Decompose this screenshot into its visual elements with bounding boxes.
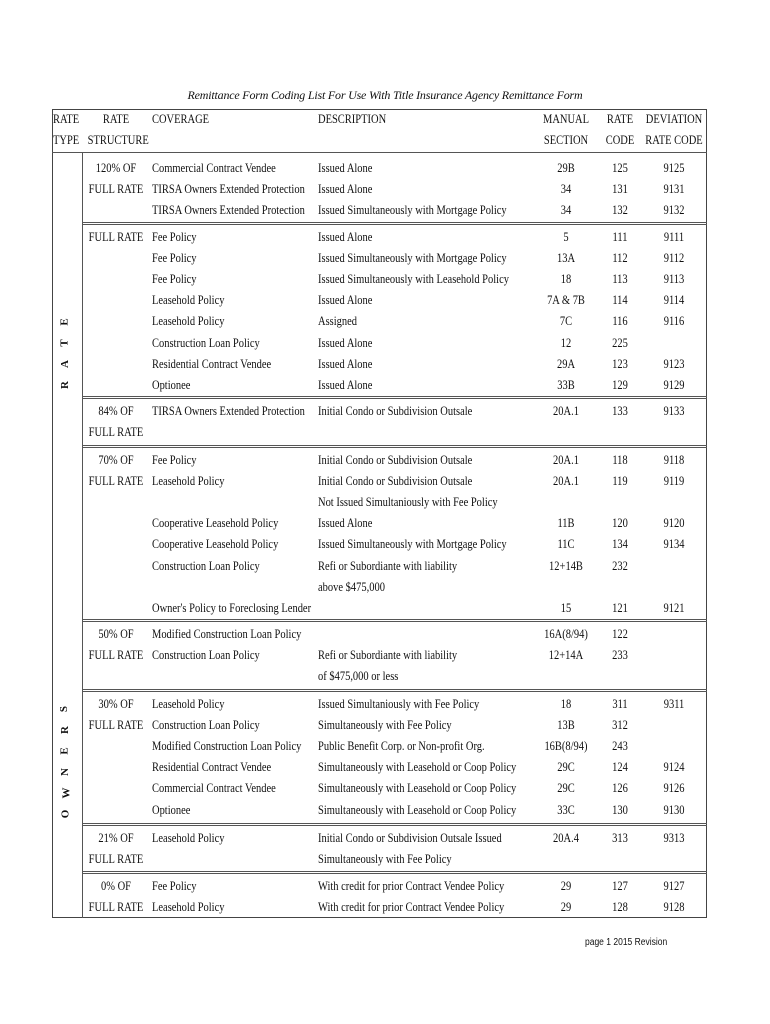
manual-section-cell: 12+14A xyxy=(548,648,584,663)
rate-code-cell: 112 xyxy=(612,251,628,266)
coverage-cell: Commercial Contract Vendee xyxy=(152,781,276,796)
coverage-cell: Optionee xyxy=(152,802,191,817)
table-row xyxy=(150,453,707,467)
side-letter: A xyxy=(58,360,71,368)
header-description: DESCRIPTION xyxy=(318,112,387,126)
description-cell: Issued Alone xyxy=(318,356,373,371)
rate-code-cell: 132 xyxy=(612,203,628,218)
coverage-cell: Optionee xyxy=(152,377,191,392)
coverage-cell: Construction Loan Policy xyxy=(152,335,260,350)
group-divider xyxy=(82,619,707,620)
description-cell: Simultaneously with Leasehold or Coop Policy xyxy=(318,760,517,775)
table-row xyxy=(150,203,707,217)
deviation-code-cell: 9311 xyxy=(663,697,685,711)
description-cell: Issued Alone xyxy=(318,230,373,244)
manual-section-cell: 20A.1 xyxy=(553,474,579,489)
coverage-cell: Leasehold Policy xyxy=(152,474,225,489)
deviation-code-cell: 9114 xyxy=(663,293,685,308)
rate-code-cell: 123 xyxy=(612,356,628,371)
table-row xyxy=(150,627,707,641)
deviation-code-cell: 9127 xyxy=(663,879,685,893)
rate-code-cell: 125 xyxy=(612,161,628,175)
table-row xyxy=(150,230,707,244)
deviation-code-cell: 9111 xyxy=(663,230,685,244)
group-divider xyxy=(82,825,707,826)
page-footer: page 1 2015 Revision xyxy=(585,937,668,948)
deviation-code-cell: 9124 xyxy=(663,760,685,775)
table-row xyxy=(150,357,707,371)
side-letter: W xyxy=(60,787,73,799)
table-row xyxy=(150,781,707,795)
table-row xyxy=(150,314,707,328)
rate-code-cell: 124 xyxy=(612,760,628,775)
coverage-cell: Modified Construction Loan Policy xyxy=(152,627,302,641)
table-row xyxy=(150,852,707,866)
rate-code-cell: 121 xyxy=(612,600,628,615)
manual-section-cell: 12+14B xyxy=(549,558,583,573)
manual-section-cell: 29 xyxy=(560,879,572,893)
manual-section-cell: 18 xyxy=(560,697,572,711)
table-row xyxy=(150,404,707,418)
coverage-cell: Residential Contract Vendee xyxy=(152,760,272,775)
rate-code-cell: 111 xyxy=(612,230,628,244)
rate-structure-label: 21% OF xyxy=(98,831,134,845)
table-row xyxy=(150,580,707,594)
coverage-cell: Fee Policy xyxy=(152,230,197,244)
description-cell: Simultaneously with Fee Policy xyxy=(318,718,452,733)
rate-code-cell: 233 xyxy=(612,648,628,663)
deviation-code-cell: 9134 xyxy=(663,537,685,552)
deviation-code-cell: 9126 xyxy=(663,781,685,796)
rate-structure-label: FULL RATE xyxy=(88,425,144,440)
group-divider xyxy=(82,873,707,874)
side-letter: T xyxy=(58,339,71,347)
description-cell: above $475,000 xyxy=(318,579,385,594)
deviation-code-cell: 9130 xyxy=(663,802,685,817)
table-row xyxy=(150,516,707,530)
rate-structure-label: FULL RATE xyxy=(88,182,144,197)
table-row xyxy=(150,760,707,774)
coverage-cell: Construction Loan Policy xyxy=(152,558,260,573)
coverage-cell: Residential Contract Vendee xyxy=(152,356,272,371)
rate-structure-label: 30% OF xyxy=(98,697,134,711)
rate-structure-label: 50% OF xyxy=(98,627,134,641)
group-divider xyxy=(82,222,707,223)
rate-code-cell: 130 xyxy=(612,802,628,817)
description-cell: Issued Alone xyxy=(318,335,373,350)
header-rate-structure-1: RATE xyxy=(102,112,130,126)
description-cell: Issued Simultaneously with Mortgage Policy xyxy=(318,251,507,266)
side-letter: R xyxy=(58,726,71,734)
rate-code-cell: 232 xyxy=(612,558,628,573)
table-row xyxy=(150,474,707,488)
table-row xyxy=(150,537,707,551)
group-divider xyxy=(82,823,707,824)
manual-section-cell: 13B xyxy=(557,718,575,733)
coverage-cell: Leasehold Policy xyxy=(152,697,225,711)
rate-structure-label: FULL RATE xyxy=(88,230,144,244)
coverage-cell: Commercial Contract Vendee xyxy=(152,161,276,175)
rate-structure-label: 0% OF xyxy=(101,879,131,893)
description-cell: Issued Alone xyxy=(318,182,373,197)
description-cell: Simultaneously with Fee Policy xyxy=(318,852,452,867)
description-cell: Issued Simultaneously with Mortgage Policy xyxy=(318,203,507,218)
coverage-cell: Leasehold Policy xyxy=(152,293,225,308)
table-row xyxy=(150,900,707,914)
description-cell: Simultaneously with Leasehold or Coop Policy xyxy=(318,781,517,796)
coverage-cell: TIRSA Owners Extended Protection xyxy=(152,203,305,218)
coverage-cell: Leasehold Policy xyxy=(152,314,225,329)
coverage-cell: Modified Construction Loan Policy xyxy=(152,739,302,754)
table-row xyxy=(150,293,707,307)
table-row xyxy=(150,495,707,509)
manual-section-cell: 20A.1 xyxy=(553,404,579,418)
coverage-cell: Leasehold Policy xyxy=(152,900,225,915)
group-divider xyxy=(82,691,707,692)
deviation-code-cell: 9123 xyxy=(663,356,685,371)
header-rate-type-2: TYPE xyxy=(53,133,80,147)
group-divider xyxy=(82,445,707,446)
description-cell: Initial Condo or Subdivision Outsale xyxy=(318,404,473,418)
side-letter: S xyxy=(58,705,71,713)
deviation-code-cell: 9129 xyxy=(663,377,685,392)
side-letter: N xyxy=(58,768,71,776)
header-coverage: COVERAGE xyxy=(152,112,210,126)
table-row xyxy=(150,272,707,286)
manual-section-cell: 33C xyxy=(557,802,575,817)
manual-section-cell: 5 xyxy=(563,230,569,244)
group-divider xyxy=(82,447,707,448)
table-row xyxy=(150,831,707,845)
description-cell: Issued Simultaniously with Fee Policy xyxy=(318,697,480,711)
group-divider xyxy=(82,398,707,399)
manual-section-cell: 34 xyxy=(560,182,572,197)
deviation-code-cell: 9313 xyxy=(663,831,685,845)
rate-code-cell: 134 xyxy=(612,537,628,552)
rate-code-cell: 119 xyxy=(612,474,628,489)
header-manual-2: SECTION xyxy=(543,133,589,147)
rate-code-cell: 131 xyxy=(612,182,628,197)
coverage-cell: Fee Policy xyxy=(152,272,197,287)
coverage-cell: Construction Loan Policy xyxy=(152,718,260,733)
manual-section-cell: 34 xyxy=(560,203,572,218)
manual-section-cell: 33B xyxy=(557,377,575,392)
manual-section-cell: 13A xyxy=(556,251,576,266)
rate-code-cell: 126 xyxy=(612,781,628,796)
manual-section-cell: 12 xyxy=(560,335,572,350)
table-row xyxy=(150,669,707,683)
rate-structure-label: FULL RATE xyxy=(88,718,144,733)
coverage-cell: Fee Policy xyxy=(152,251,197,266)
header-code-2: CODE xyxy=(605,133,635,147)
deviation-code-cell: 9113 xyxy=(663,272,685,287)
description-cell: Refi or Subordiante with liability xyxy=(318,558,458,573)
deviation-code-cell: 9125 xyxy=(663,161,685,175)
manual-section-cell: 7C xyxy=(559,314,573,329)
table-row xyxy=(150,648,707,662)
page-title: Remittance Form Coding List For Use With Title Insurance Agency Remittance Form xyxy=(187,88,583,102)
description-cell: Issued Alone xyxy=(318,293,373,308)
header-deviation-2: RATE CODE xyxy=(645,133,703,147)
side-letter: E xyxy=(58,318,71,326)
manual-section-cell: 7A & 7B xyxy=(547,293,585,308)
description-cell: Issued Alone xyxy=(318,377,373,392)
description-cell: With credit for prior Contract Vendee Policy xyxy=(318,879,505,893)
description-cell: With credit for prior Contract Vendee Policy xyxy=(318,900,505,915)
table-row xyxy=(150,803,707,817)
rate-code-cell: 128 xyxy=(612,900,628,915)
side-letter: O xyxy=(59,809,72,819)
header-divider xyxy=(52,152,707,153)
coverage-cell: Owner's Policy to Foreclosing Lender xyxy=(152,600,312,615)
rate-code-cell: 116 xyxy=(612,314,628,329)
coverage-cell: Cooperative Leasehold Policy xyxy=(152,516,279,531)
rate-code-cell: 118 xyxy=(612,453,628,467)
deviation-code-cell: 9128 xyxy=(663,900,685,915)
description-cell: Initial Condo or Subdivision Outsale xyxy=(318,453,473,467)
manual-section-cell: 29 xyxy=(560,900,572,915)
manual-section-cell: 11C xyxy=(557,537,575,552)
deviation-code-cell: 9131 xyxy=(663,182,685,197)
description-cell: Issued Simultaneously with Mortgage Policy xyxy=(318,537,507,552)
rate-code-cell: 114 xyxy=(612,293,628,308)
manual-section-cell: 16B(8/94) xyxy=(544,739,588,754)
description-cell: Issued Alone xyxy=(318,516,373,531)
rate-code-cell: 312 xyxy=(612,718,628,733)
rate-structure-label: FULL RATE xyxy=(88,474,144,489)
rate-code-cell: 243 xyxy=(612,739,628,754)
rate-code-cell: 133 xyxy=(612,404,628,418)
coverage-cell: Construction Loan Policy xyxy=(152,648,260,663)
description-cell: Initial Condo or Subdivision Outsale Issued xyxy=(318,831,502,845)
side-letter: R xyxy=(58,381,71,389)
description-cell: Assigned xyxy=(318,314,358,329)
header-code-1: RATE xyxy=(606,112,634,126)
description-cell: Issued Simultaneously with Leasehold Policy xyxy=(318,272,509,287)
description-cell: Initial Condo or Subdivision Outsale xyxy=(318,474,473,489)
deviation-code-cell: 9132 xyxy=(663,203,685,218)
manual-section-cell: 20A.4 xyxy=(553,831,579,845)
manual-section-cell: 29B xyxy=(557,161,575,175)
header-manual-1: MANUAL xyxy=(542,112,590,126)
manual-section-cell: 15 xyxy=(560,600,572,615)
deviation-code-cell: 9116 xyxy=(663,314,685,329)
group-divider xyxy=(82,621,707,622)
coverage-cell: Fee Policy xyxy=(152,879,197,893)
header-rate-structure-2: STRUCTURE xyxy=(87,133,149,147)
manual-section-cell: 29C xyxy=(557,781,575,796)
rate-code-cell: 122 xyxy=(612,627,628,641)
table-row xyxy=(150,251,707,265)
rate-code-cell: 129 xyxy=(612,377,628,392)
description-cell: Public Benefit Corp. or Non-profit Org. xyxy=(318,739,485,754)
header-deviation-1: DEVIATION xyxy=(645,112,703,126)
rate-structure-label: 120% OF xyxy=(95,161,137,175)
table-row xyxy=(150,378,707,392)
table-row xyxy=(150,161,707,175)
description-cell: Not Issued Simultaniously with Fee Policy xyxy=(318,495,498,510)
rate-structure-label: 70% OF xyxy=(98,453,134,467)
coverage-cell: TIRSA Owners Extended Protection xyxy=(152,404,305,418)
description-cell: of $475,000 or less xyxy=(318,669,399,684)
manual-section-cell: 29C xyxy=(557,760,575,775)
manual-section-cell: 18 xyxy=(560,272,572,287)
table-row xyxy=(150,601,707,615)
deviation-code-cell: 9112 xyxy=(663,251,685,266)
coverage-cell: Cooperative Leasehold Policy xyxy=(152,537,279,552)
rate-code-cell: 311 xyxy=(612,697,628,711)
table-row xyxy=(150,336,707,350)
deviation-code-cell: 9133 xyxy=(663,404,685,418)
manual-section-cell: 11B xyxy=(557,516,575,531)
coverage-cell: TIRSA Owners Extended Protection xyxy=(152,182,305,197)
rate-structure-label: FULL RATE xyxy=(88,648,144,663)
rate-code-cell: 113 xyxy=(612,272,628,287)
group-divider xyxy=(82,224,707,225)
table-row xyxy=(150,559,707,573)
rate-structure-label: FULL RATE xyxy=(88,852,144,867)
deviation-code-cell: 9120 xyxy=(663,516,685,531)
coverage-cell: Fee Policy xyxy=(152,453,197,467)
manual-section-cell: 20A.1 xyxy=(553,453,579,467)
rate-structure-label: FULL RATE xyxy=(88,900,144,915)
group-divider xyxy=(82,396,707,397)
deviation-code-cell: 9119 xyxy=(663,474,685,489)
side-letter: E xyxy=(58,747,71,755)
table-row xyxy=(150,697,707,711)
description-cell: Refi or Subordiante with liability xyxy=(318,648,458,663)
manual-section-cell: 29A xyxy=(556,356,576,371)
group-divider xyxy=(82,689,707,690)
deviation-code-cell: 9118 xyxy=(663,453,685,467)
rate-code-cell: 127 xyxy=(612,879,628,893)
coverage-cell: Leasehold Policy xyxy=(152,831,225,845)
table-row xyxy=(150,182,707,196)
column-divider xyxy=(82,152,83,918)
table-row xyxy=(150,879,707,893)
table-row xyxy=(150,718,707,732)
deviation-code-cell: 9121 xyxy=(663,600,685,615)
table-row xyxy=(150,739,707,753)
description-cell: Issued Alone xyxy=(318,161,373,175)
group-divider xyxy=(82,871,707,872)
manual-section-cell: 16A(8/94) xyxy=(544,627,588,641)
rate-code-cell: 313 xyxy=(612,831,628,845)
rate-structure-label: 84% OF xyxy=(98,404,134,418)
description-cell: Simultaneously with Leasehold or Coop Policy xyxy=(318,802,517,817)
rate-code-cell: 120 xyxy=(612,516,628,531)
header-rate-type-1: RATE xyxy=(53,112,80,126)
rate-code-cell: 225 xyxy=(612,335,628,350)
